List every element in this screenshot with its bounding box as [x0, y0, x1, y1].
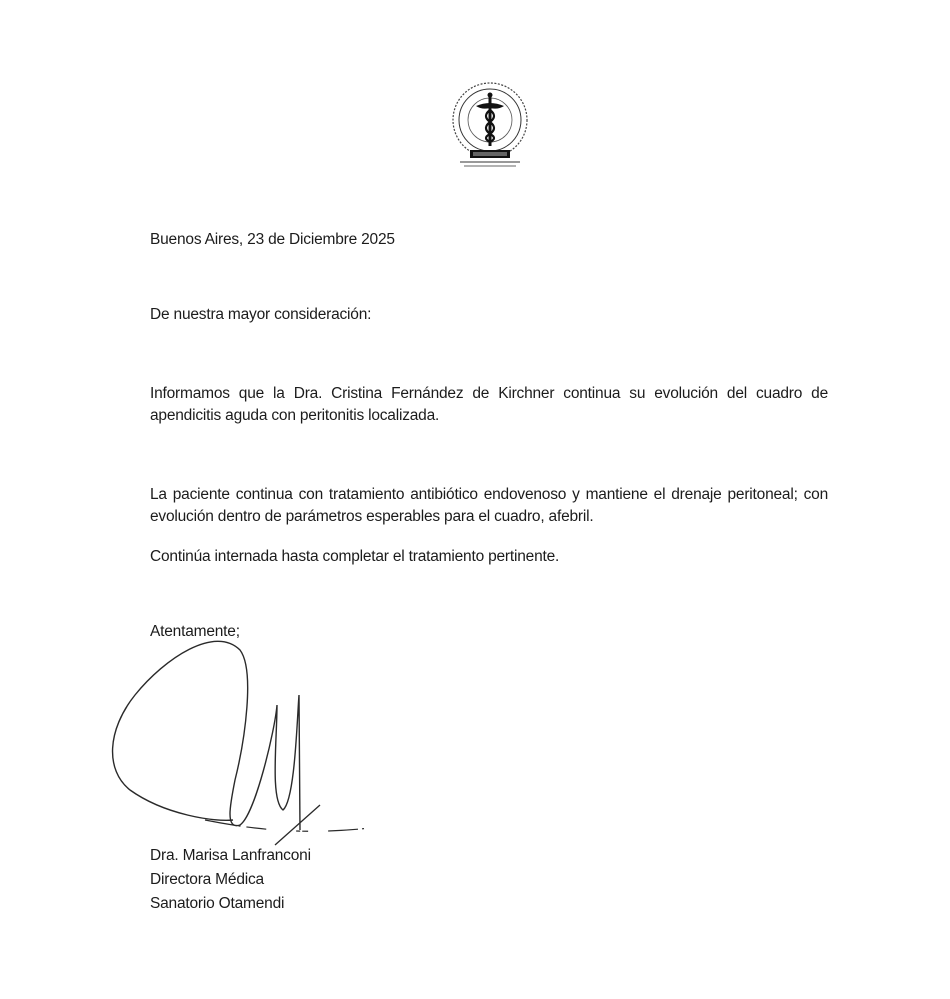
- paragraph-diagnosis: Informamos que la Dra. Cristina Fernández de Kirchner continua su evolución del cuadro de apendicitis aguda con peritonitis localizada.: [150, 385, 828, 424]
- closing: Atentamente;: [150, 623, 240, 640]
- paragraph-treatment: La paciente continua con tratamiento antibiótico endovenoso y mantiene el drenaje peritoneal; con evolución dentro de parámetros esperables para el cuadro, afebril.: [150, 486, 828, 525]
- signer-name: Dra. Marisa Lanfranconi: [150, 847, 311, 864]
- paragraph-status: Continúa internada hasta completar el tratamiento pertinente.: [150, 548, 560, 565]
- handwritten-signature: [105, 630, 385, 850]
- signer-title: Directora Médica: [150, 871, 264, 888]
- salutation: De nuestra mayor consideración:: [150, 306, 372, 323]
- signature-scribble-icon: [105, 630, 385, 850]
- caduceus-seal-icon: [446, 80, 534, 172]
- place-date: Buenos Aires, 23 de Diciembre 2025: [150, 231, 395, 248]
- signer-organization: Sanatorio Otamendi: [150, 895, 285, 912]
- sanatorio-seal-logo: [446, 80, 534, 172]
